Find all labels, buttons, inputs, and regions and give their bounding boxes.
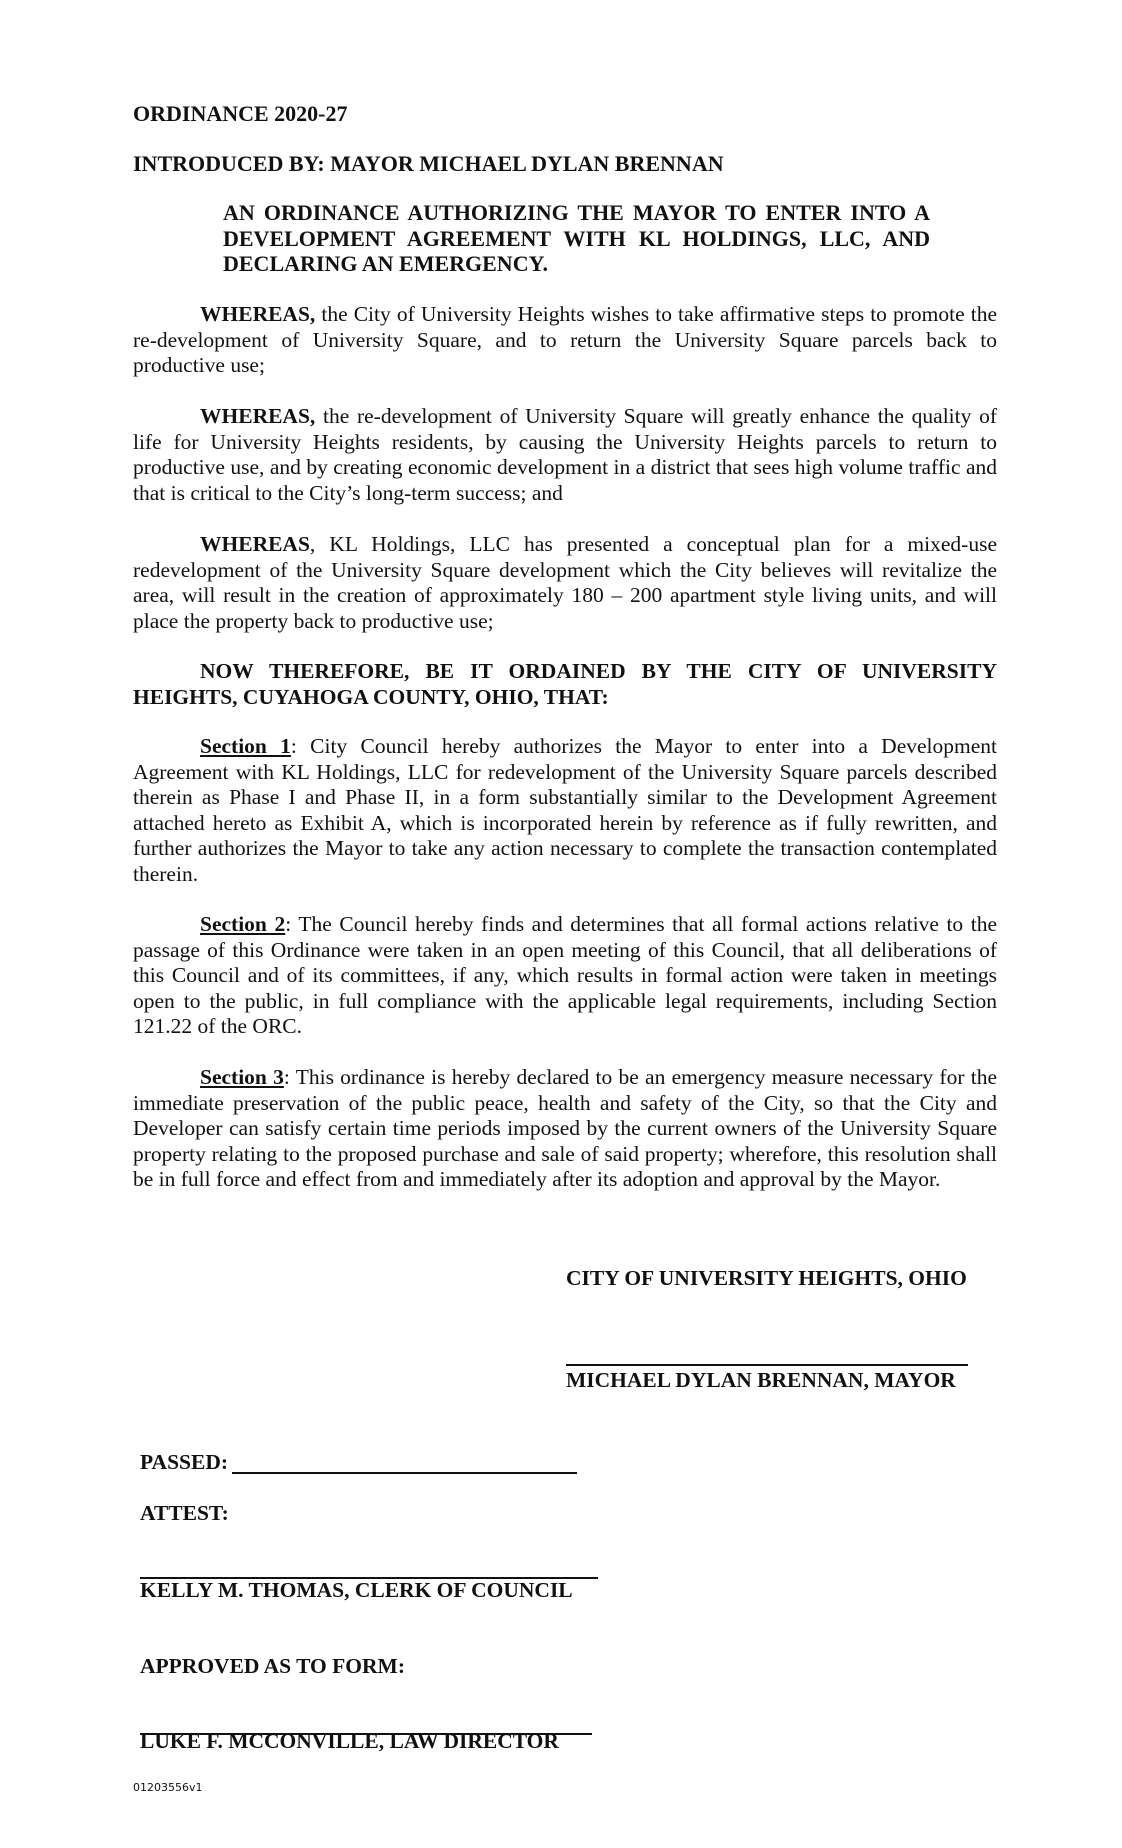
introduced-by: INTRODUCED BY: MAYOR MICHAEL DYLAN BRENNAN (133, 151, 724, 176)
section-text: : This ordinance is hereby declared to be an emergency measure necessary for the immediate preservation of the public peace, health and safety of the City, so that the City and Developer can satisfy certain time periods imposed by the current owners of the University Square property relating to the proposed purchase and sale of said property; wherefore, this resolution shall be in full force and effect from and immediately after its adoption and approval by the Mayor. (133, 1065, 998, 1191)
ordinance-title: AN ORDINANCE AUTHORIZING THE MAYOR TO ENTER INTO A DEVELOPMENT AGREEMENT WITH KL HOLDINGS, LLC, AND DECLARING AN EMERGENCY. (223, 200, 930, 276)
section-2 (133, 912, 997, 1040)
passed-label: PASSED: (140, 1450, 229, 1474)
law-director-signature-name: LUKE F. MCCONVILLE, LAW DIRECTOR (140, 1729, 559, 1753)
whereas-clause-2 (133, 404, 997, 506)
clerk-signature-name: KELLY M. THOMAS, CLERK OF COUNCIL (140, 1578, 573, 1602)
ordinance-number: ORDINANCE 2020-27 (133, 101, 348, 126)
passed-date-line (232, 1472, 577, 1474)
section-label: Section 3 (200, 1065, 284, 1089)
section-label: Section 2 (200, 912, 286, 936)
document-id: 01203556v1 (133, 1781, 203, 1794)
section-text: : City Council hereby authorizes the Mayor to enter into a Development Agreement with KL Holdings, LLC for redevelopment of the University Square parcels described therein as Phase I and Phase II, in a form substantially similar to the Development Agreement attached hereto as Exhibit A, which is incorporated herein by reference as if fully rewritten, and further authorizes the Mayor to take any action necessary to complete the transaction contemplated therein. (133, 734, 998, 886)
whereas-lead: WHEREAS, (200, 302, 316, 326)
whereas-lead: WHEREAS (200, 532, 310, 556)
ordained-clause: NOW THEREFORE, BE IT ORDAINED BY THE CITY OF UNIVERSITY HEIGHTS, CUYAHOGA COUNTY, OHIO, THAT: (133, 659, 997, 709)
whereas-clause-1 (133, 302, 997, 379)
law-director-signature-line (140, 1733, 592, 1735)
section-3 (133, 1065, 997, 1193)
mayor-signature-line (566, 1364, 968, 1366)
whereas-text: the re-development of University Square will greatly enhance the quality of life for University Heights residents, by causing the University Heights parcels to return to productive use, and by creating economic development in a district that sees high volume traffic and that is critical to the City’s long-term success; and (133, 404, 997, 505)
section-text: : The Council hereby finds and determines that all formal actions relative to the passage of this Ordinance were taken in an open meeting of this Council, that all deliberations of this Council and of its committees, if any, which results in formal action were taken in meetings open to the public, in full compliance with the applicable legal requirements, including Section 121.22 of the ORC. (133, 912, 997, 1038)
city-signature-heading: CITY OF UNIVERSITY HEIGHTS, OHIO (566, 1266, 967, 1290)
whereas-text: the City of University Heights wishes to take affirmative steps to promote the re-development of University Square, and to return the University Square parcels back to productive use; (133, 302, 997, 377)
approved-as-to-form-label: APPROVED AS TO FORM: (140, 1654, 405, 1678)
section-1 (133, 734, 997, 887)
attest-label: ATTEST: (140, 1501, 229, 1525)
section-label: Section 1 (200, 734, 291, 758)
mayor-signature-name: MICHAEL DYLAN BRENNAN, MAYOR (566, 1368, 956, 1392)
whereas-text: , KL Holdings, LLC has presented a conceptual plan for a mixed-use redevelopment of the University Square development which the City believes will revitalize the area, will result in the creation of approximately 180 – 200 apartment style living units, and will place the property back to productive use; (133, 532, 997, 633)
whereas-lead: WHEREAS, (200, 404, 316, 428)
whereas-clause-3 (133, 532, 997, 634)
